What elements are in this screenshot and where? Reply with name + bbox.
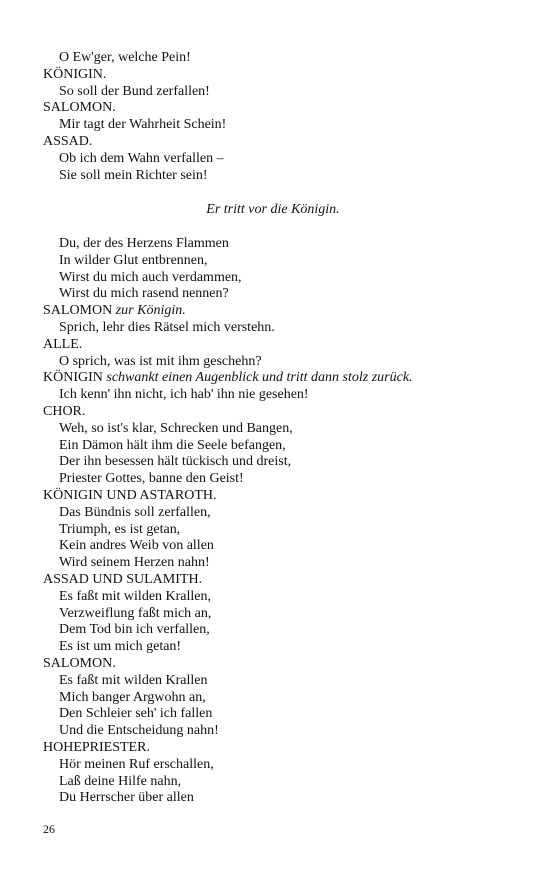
speaker-line [43,100,513,117]
verse-line [43,505,513,522]
verse-text: Es faßt mit wilden Krallen [59,672,208,688]
verse-line [43,555,513,572]
speaker-line [43,370,513,387]
verse-line [43,438,513,455]
speaker-name: SALOMON [43,303,116,319]
verse-text: Ich kenn' ihn nicht, ich hab' ihn nie gesehen! [59,387,309,403]
verse-text: O Ew'ger, welche Pein! [59,50,191,65]
verse-text: Dem Tod bin ich verfallen, [59,622,210,638]
verse-line [43,757,513,774]
verse-text: Sprich, lehr dies Rätsel mich verstehn. [59,319,275,335]
speaker-name: ASSAD. [43,133,93,149]
verse-text: Der ihn besessen hält tückisch und dreist, [59,454,292,470]
verse-line [43,286,513,303]
verse-text: Du, der des Herzens Flammen [59,236,229,251]
verse-text: So soll der Bund zerfallen! [59,83,210,99]
verse-text: Mich banger Argwohn an, [59,689,206,705]
verse-line [43,253,513,270]
verse-text: Kein andres Weib von allen [59,538,214,554]
verse-text: Ob ich dem Wahn verfallen – [59,150,224,166]
verse-line [43,723,513,740]
verse-text: Wird seinem Herzen nahn! [59,555,210,571]
verse-text: Das Bündnis soll zerfallen, [59,504,211,520]
verse-text: Ein Dämon hält ihm die Seele befangen, [59,437,286,453]
verse-text: Und die Entscheidung nahn! [59,723,219,739]
speaker-line [43,656,513,673]
inline-stage-direction: zur Königin. [115,303,186,319]
speaker-line [43,303,513,320]
verse-text: Mir tagt der Wahrheit Schein! [59,117,227,133]
speaker-line [43,67,513,84]
speaker-line [43,740,513,757]
verse-text: Weh, so ist's klar, Schrecken und Bangen, [59,420,293,436]
verse-line [43,236,513,253]
verse-line [43,706,513,723]
verse-line [43,168,513,185]
verse-text: Hör meinen Ruf erschallen, [59,756,214,772]
verse-text: Es faßt mit wilden Krallen, [59,588,212,604]
speaker-name: CHOR. [43,403,86,419]
verse-line [43,673,513,690]
verse-text: Du Herrscher über allen [59,790,194,806]
inline-stage-direction: schwankt einen Augenblick und tritt dann stolz zurück. [106,370,413,386]
verse-text: O sprich, was ist mit ihm geschehn? [59,353,262,369]
verse-line [43,270,513,287]
speaker-name: KÖNIGIN. [43,66,107,82]
speaker-line [43,572,513,589]
speaker-line [43,488,513,505]
verse-line [43,117,513,134]
verse-line [43,354,513,371]
speaker-name: ASSAD UND SULAMITH. [43,571,203,587]
verse-line [43,589,513,606]
page-number: 26 [43,822,55,836]
verse-text: Priester Gottes, banne den Geist! [59,471,244,487]
verse-line [43,790,513,807]
verse-line [43,774,513,791]
verse-line [43,622,513,639]
verse-text: Wirst du mich auch verdammen, [59,269,242,285]
verse-line [43,606,513,623]
speaker-name: KÖNIGIN [43,370,107,386]
verse-text: Wirst du mich rasend nennen? [59,286,229,302]
verse-line [43,454,513,471]
speaker-name: SALOMON. [43,655,116,671]
verse-line [43,690,513,707]
verse-line [43,84,513,101]
verse-line [43,471,513,488]
verse-line [43,421,513,438]
verse-text: Sie soll mein Richter sein! [59,167,208,183]
verse-text: Laß deine Hilfe nahn, [59,773,182,789]
speaker-line [43,337,513,354]
verse-text: Es ist um mich getan! [59,639,182,655]
speaker-name: ALLE. [43,336,83,352]
verse-text: In wilder Glut entbrennen, [59,252,208,268]
stage-direction: Er tritt vor die Königin. [206,202,340,217]
verse-line [43,320,513,337]
verse-text: Verzweiflung faßt mich an, [59,605,212,621]
verse-text: Triumph, es ist getan, [59,521,181,537]
text-block-main [43,236,513,807]
speaker-name: SALOMON. [43,100,116,116]
verse-line [43,387,513,404]
verse-line [43,522,513,539]
speaker-line [43,134,513,151]
speaker-name: HOHEPRIESTER. [43,739,150,755]
verse-line [43,151,513,168]
speaker-name: KÖNIGIN UND ASTAROTH. [43,487,217,503]
verse-line [43,50,513,67]
verse-line [43,639,513,656]
text-block-top [43,50,513,184]
verse-line [43,538,513,555]
speaker-line [43,404,513,421]
verse-text: Den Schleier seh' ich fallen [59,706,213,722]
